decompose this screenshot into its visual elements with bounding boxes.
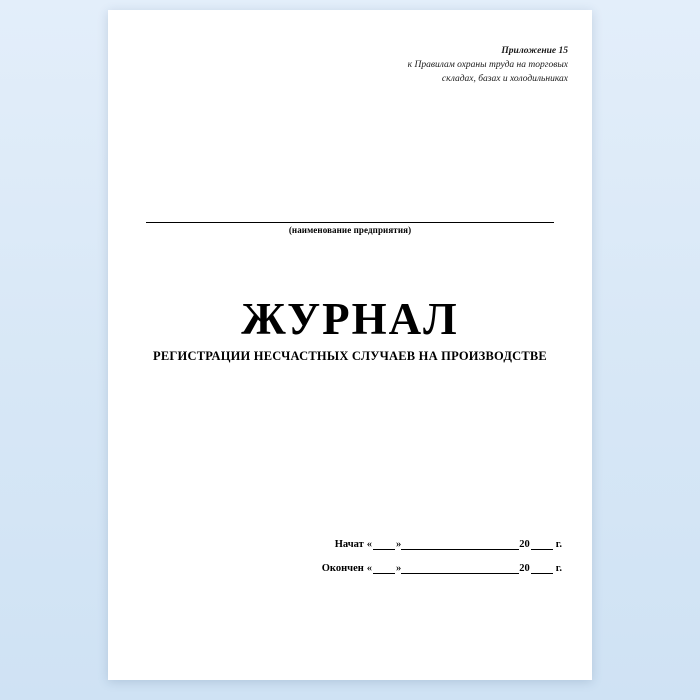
document-subtitle: РЕГИСТРАЦИИ НЕСЧАСТНЫХ СЛУЧАЕВ НА ПРОИЗВОДСТВЕ	[153, 349, 547, 363]
end-year-prefix: 20	[519, 563, 530, 574]
annex-line-2: к Правилам охраны труда на торговых	[407, 60, 568, 70]
start-date-row	[232, 538, 562, 550]
start-day-blank	[373, 538, 395, 550]
end-date-label: Окончен	[321, 563, 364, 574]
end-date-row	[232, 562, 562, 574]
end-month-blank	[401, 562, 519, 574]
title-block	[108, 295, 592, 364]
end-quote-open: «	[366, 563, 373, 574]
date-fields	[232, 538, 562, 586]
start-quote-open: «	[366, 539, 373, 550]
document-page-content	[108, 10, 592, 680]
annex-line-1: Приложение 15	[501, 46, 568, 56]
organization-name-field	[146, 206, 554, 235]
start-year-prefix: 20	[519, 539, 530, 550]
organization-name-caption: (наименование предприятия)	[288, 225, 412, 235]
end-day-blank	[373, 562, 395, 574]
end-year-blank	[531, 562, 553, 574]
start-month-blank	[401, 538, 519, 550]
organization-name-rule	[146, 206, 554, 223]
start-date-label: Начат	[334, 539, 364, 550]
annex-reference-block	[268, 44, 568, 86]
end-year-suffix: г.	[555, 563, 562, 574]
start-year-blank	[531, 538, 553, 550]
document-title: ЖУРНАЛ	[241, 294, 459, 344]
end-quote-close: »	[396, 563, 402, 574]
start-year-suffix: г.	[555, 539, 562, 550]
document-page	[108, 10, 592, 680]
annex-line-3: складах, базах и холодильниках	[441, 74, 568, 84]
start-quote-close: »	[396, 539, 402, 550]
